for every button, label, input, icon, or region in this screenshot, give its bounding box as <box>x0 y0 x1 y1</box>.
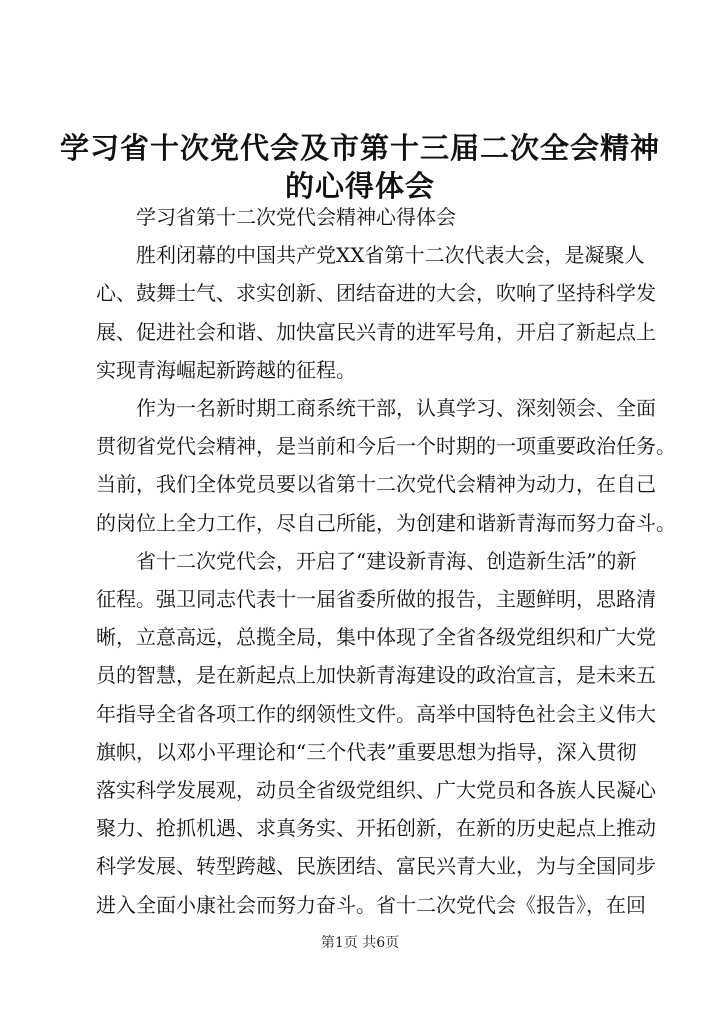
document-subtitle: 学习省第十二次党代会精神心得体会 <box>136 205 456 229</box>
paragraph-line: 实现青海崛起新跨越的征程。 <box>96 357 356 382</box>
paragraph-line: 胜利闭幕的中国共产党XX省第十二次代表大会，是凝聚人 <box>136 243 645 268</box>
paragraph-line: 聚力、抢抓机遇、求真务实、开拓创新，在新的历史起点上推动 <box>96 816 656 841</box>
paragraph-line: 征程。强卫同志代表十一届省委所做的报告，主题鲜明，思路清 <box>96 587 656 612</box>
paragraph-line: 省十二次党代会，开启了“建设新青海、创造新生活”的新 <box>136 548 637 573</box>
paragraph-line: 贯彻省党代会精神，是当前和今后一个时期的一项重要政治任务。 <box>96 434 676 459</box>
paragraph-3 <box>96 542 656 924</box>
paragraph-line: 心、鼓舞士气、求实创新、团结奋进的大会，吹响了坚持科学发 <box>96 281 656 306</box>
paragraph-line: 旗帜，以邓小平理论和“三个代表”重要思想为指导，深入贯彻 <box>96 739 637 764</box>
document-title-line-2: 的心得体会 <box>284 169 435 203</box>
paragraph-line: 晰，立意高远，总揽全局，集中体现了全省各级党组织和广大党 <box>96 625 656 650</box>
page-footer: 第1页 共6页 <box>320 935 400 951</box>
paragraph-line: 员的智慧，是在新起点上加快新青海建设的政治宣言，是未来五 <box>96 663 656 688</box>
paragraph-line: 年指导全省各项工作的纲领性文件。高举中国特色社会主义伟大 <box>96 701 656 726</box>
paragraph-line: 展、促进社会和谐、加快富民兴青的进军号角，开启了新起点上 <box>96 319 656 344</box>
paragraph-line: 落实科学发展观，动员全省级党组织、广大党员和各族人民凝心 <box>96 778 656 803</box>
paragraph-2 <box>96 389 676 542</box>
paragraph-line: 的岗位上全力工作，尽自己所能，为创建和谐新青海而努力奋斗。 <box>96 510 676 535</box>
document-title-line-1: 学习省十次党代会及市第十三届二次全会精神 <box>60 131 661 165</box>
paragraph-line: 科学发展、转型跨越、民族团结、富民兴青大业，为与全国同步 <box>96 854 656 879</box>
document-body <box>96 198 676 924</box>
paragraph-line: 进入全面小康社会而努力奋斗。省十二次党代会《报告》，在回 <box>96 892 646 917</box>
paragraph-1 <box>96 236 656 389</box>
paragraph-line: 作为一名新时期工商系统干部，认真学习、深刻领会、全面 <box>136 396 656 421</box>
paragraph-line: 当前，我们全体党员要以省第十二次党代会精神为动力，在自己 <box>96 472 656 497</box>
